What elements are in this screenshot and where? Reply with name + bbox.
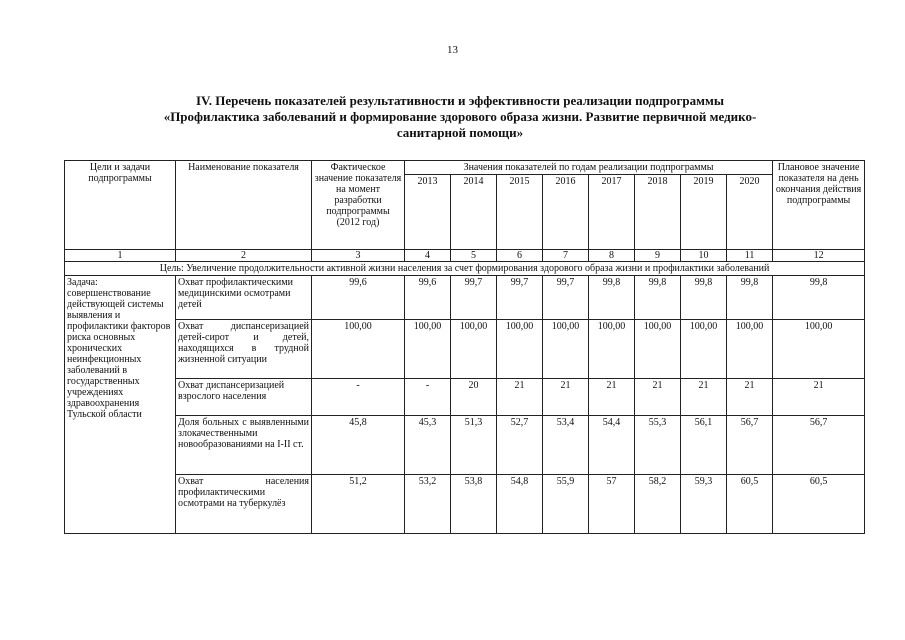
column-number: 1 — [65, 250, 176, 262]
indicator-name: Охват диспансеризацией взрослого населения — [176, 379, 312, 416]
table-row — [65, 475, 865, 534]
column-number: 7 — [543, 250, 589, 262]
title-line-3: санитарной помощи» — [396, 125, 524, 140]
year-value: 21 — [497, 379, 543, 416]
year-value: 60,5 — [727, 475, 773, 534]
year-value: 53,8 — [451, 475, 497, 534]
table-row — [65, 320, 865, 379]
year-value: 57 — [589, 475, 635, 534]
year-value: 59,3 — [681, 475, 727, 534]
planned-value: 99,8 — [773, 276, 865, 320]
year-value: 100,00 — [681, 320, 727, 379]
header-indicator: Наименование показателя — [176, 161, 312, 250]
indicator-name: Охват диспансеризацией детей-сирот и детей, находящихся в трудной жизненной ситуации — [176, 320, 312, 379]
year-value: 45,3 — [405, 416, 451, 475]
year-value: 21 — [681, 379, 727, 416]
year-value: 54,4 — [589, 416, 635, 475]
year-value: 58,2 — [635, 475, 681, 534]
actual-value: 45,8 — [312, 416, 405, 475]
table-row — [65, 379, 865, 416]
indicator-name: Охват населения профилактическими осмотрами на туберкулёз — [176, 475, 312, 534]
column-number: 4 — [405, 250, 451, 262]
year-value: 56,1 — [681, 416, 727, 475]
header-year: 2015 — [497, 175, 543, 250]
document-title — [60, 93, 860, 141]
actual-value: 99,6 — [312, 276, 405, 320]
year-value: 55,9 — [543, 475, 589, 534]
goal-row — [65, 262, 865, 276]
year-value: 21 — [635, 379, 681, 416]
task-text: Задача: совершенствование действующей системы выявления и профилактики факторов риска основных хронических неинфекционных заболеваний в государственных учреждениях здравоохранения Тульской области — [65, 276, 176, 534]
year-value: 51,3 — [451, 416, 497, 475]
column-number: 11 — [727, 250, 773, 262]
year-value: 99,8 — [681, 276, 727, 320]
column-number: 3 — [312, 250, 405, 262]
year-value: 100,00 — [405, 320, 451, 379]
year-value: 99,7 — [497, 276, 543, 320]
header-year: 2020 — [727, 175, 773, 250]
planned-value: 56,7 — [773, 416, 865, 475]
header-year: 2014 — [451, 175, 497, 250]
year-value: - — [405, 379, 451, 416]
title-line-2: «Профилактика заболеваний и формирование здорового образа жизни. Развитие первичной медико- — [163, 109, 757, 124]
column-number: 2 — [176, 250, 312, 262]
year-value: 100,00 — [635, 320, 681, 379]
header-year: 2018 — [635, 175, 681, 250]
header-actual: Фактическое значение показателя на момент разработки подпрограммы (2012 год) — [312, 161, 405, 250]
column-number: 6 — [497, 250, 543, 262]
title-line-1: IV. Перечень показателей результативности и эффективности реализации подпрограммы — [195, 93, 725, 108]
year-value: 21 — [543, 379, 589, 416]
year-value: 100,00 — [727, 320, 773, 379]
header-year: 2019 — [681, 175, 727, 250]
year-value: 99,6 — [405, 276, 451, 320]
header-planned: Плановое значение показателя на день окончания действия подпрограммы — [773, 161, 865, 250]
year-value: 21 — [589, 379, 635, 416]
indicators-table — [64, 160, 865, 534]
indicator-name: Доля больных с выявленными злокачественными новообразованиями на I-II ст. — [176, 416, 312, 475]
actual-value: 100,00 — [312, 320, 405, 379]
year-value: 53,2 — [405, 475, 451, 534]
header-year: 2017 — [589, 175, 635, 250]
header-goals: Цели и задачи подпрограммы — [65, 161, 176, 250]
year-value: 53,4 — [543, 416, 589, 475]
year-value: 100,00 — [451, 320, 497, 379]
year-value: 100,00 — [589, 320, 635, 379]
year-value: 56,7 — [727, 416, 773, 475]
year-value: 100,00 — [543, 320, 589, 379]
column-number: 12 — [773, 250, 865, 262]
year-value: 20 — [451, 379, 497, 416]
actual-value: - — [312, 379, 405, 416]
actual-value: 51,2 — [312, 475, 405, 534]
header-year: 2013 — [405, 175, 451, 250]
year-value: 100,00 — [497, 320, 543, 379]
year-value: 54,8 — [497, 475, 543, 534]
year-value: 21 — [727, 379, 773, 416]
year-value: 99,7 — [543, 276, 589, 320]
planned-value: 100,00 — [773, 320, 865, 379]
goal-text: Цель: Увеличение продолжительности активной жизни населения за счет формирования здорового образа жизни и профилактики заболеваний — [65, 262, 865, 276]
year-value: 99,8 — [727, 276, 773, 320]
column-number: 10 — [681, 250, 727, 262]
year-value: 99,8 — [635, 276, 681, 320]
column-number: 5 — [451, 250, 497, 262]
year-value: 99,8 — [589, 276, 635, 320]
column-number: 9 — [635, 250, 681, 262]
header-years-group: Значения показателей по годам реализации подпрограммы — [405, 161, 773, 175]
header-year: 2016 — [543, 175, 589, 250]
column-numbers-row — [65, 250, 865, 262]
column-number: 8 — [589, 250, 635, 262]
year-value: 55,3 — [635, 416, 681, 475]
page-number: 13 — [447, 44, 458, 56]
planned-value: 21 — [773, 379, 865, 416]
indicator-name: Охват профилактическими медицинскими осмотрами детей — [176, 276, 312, 320]
table-row — [65, 416, 865, 475]
year-value: 52,7 — [497, 416, 543, 475]
planned-value: 60,5 — [773, 475, 865, 534]
table-row — [65, 276, 865, 320]
year-value: 99,7 — [451, 276, 497, 320]
